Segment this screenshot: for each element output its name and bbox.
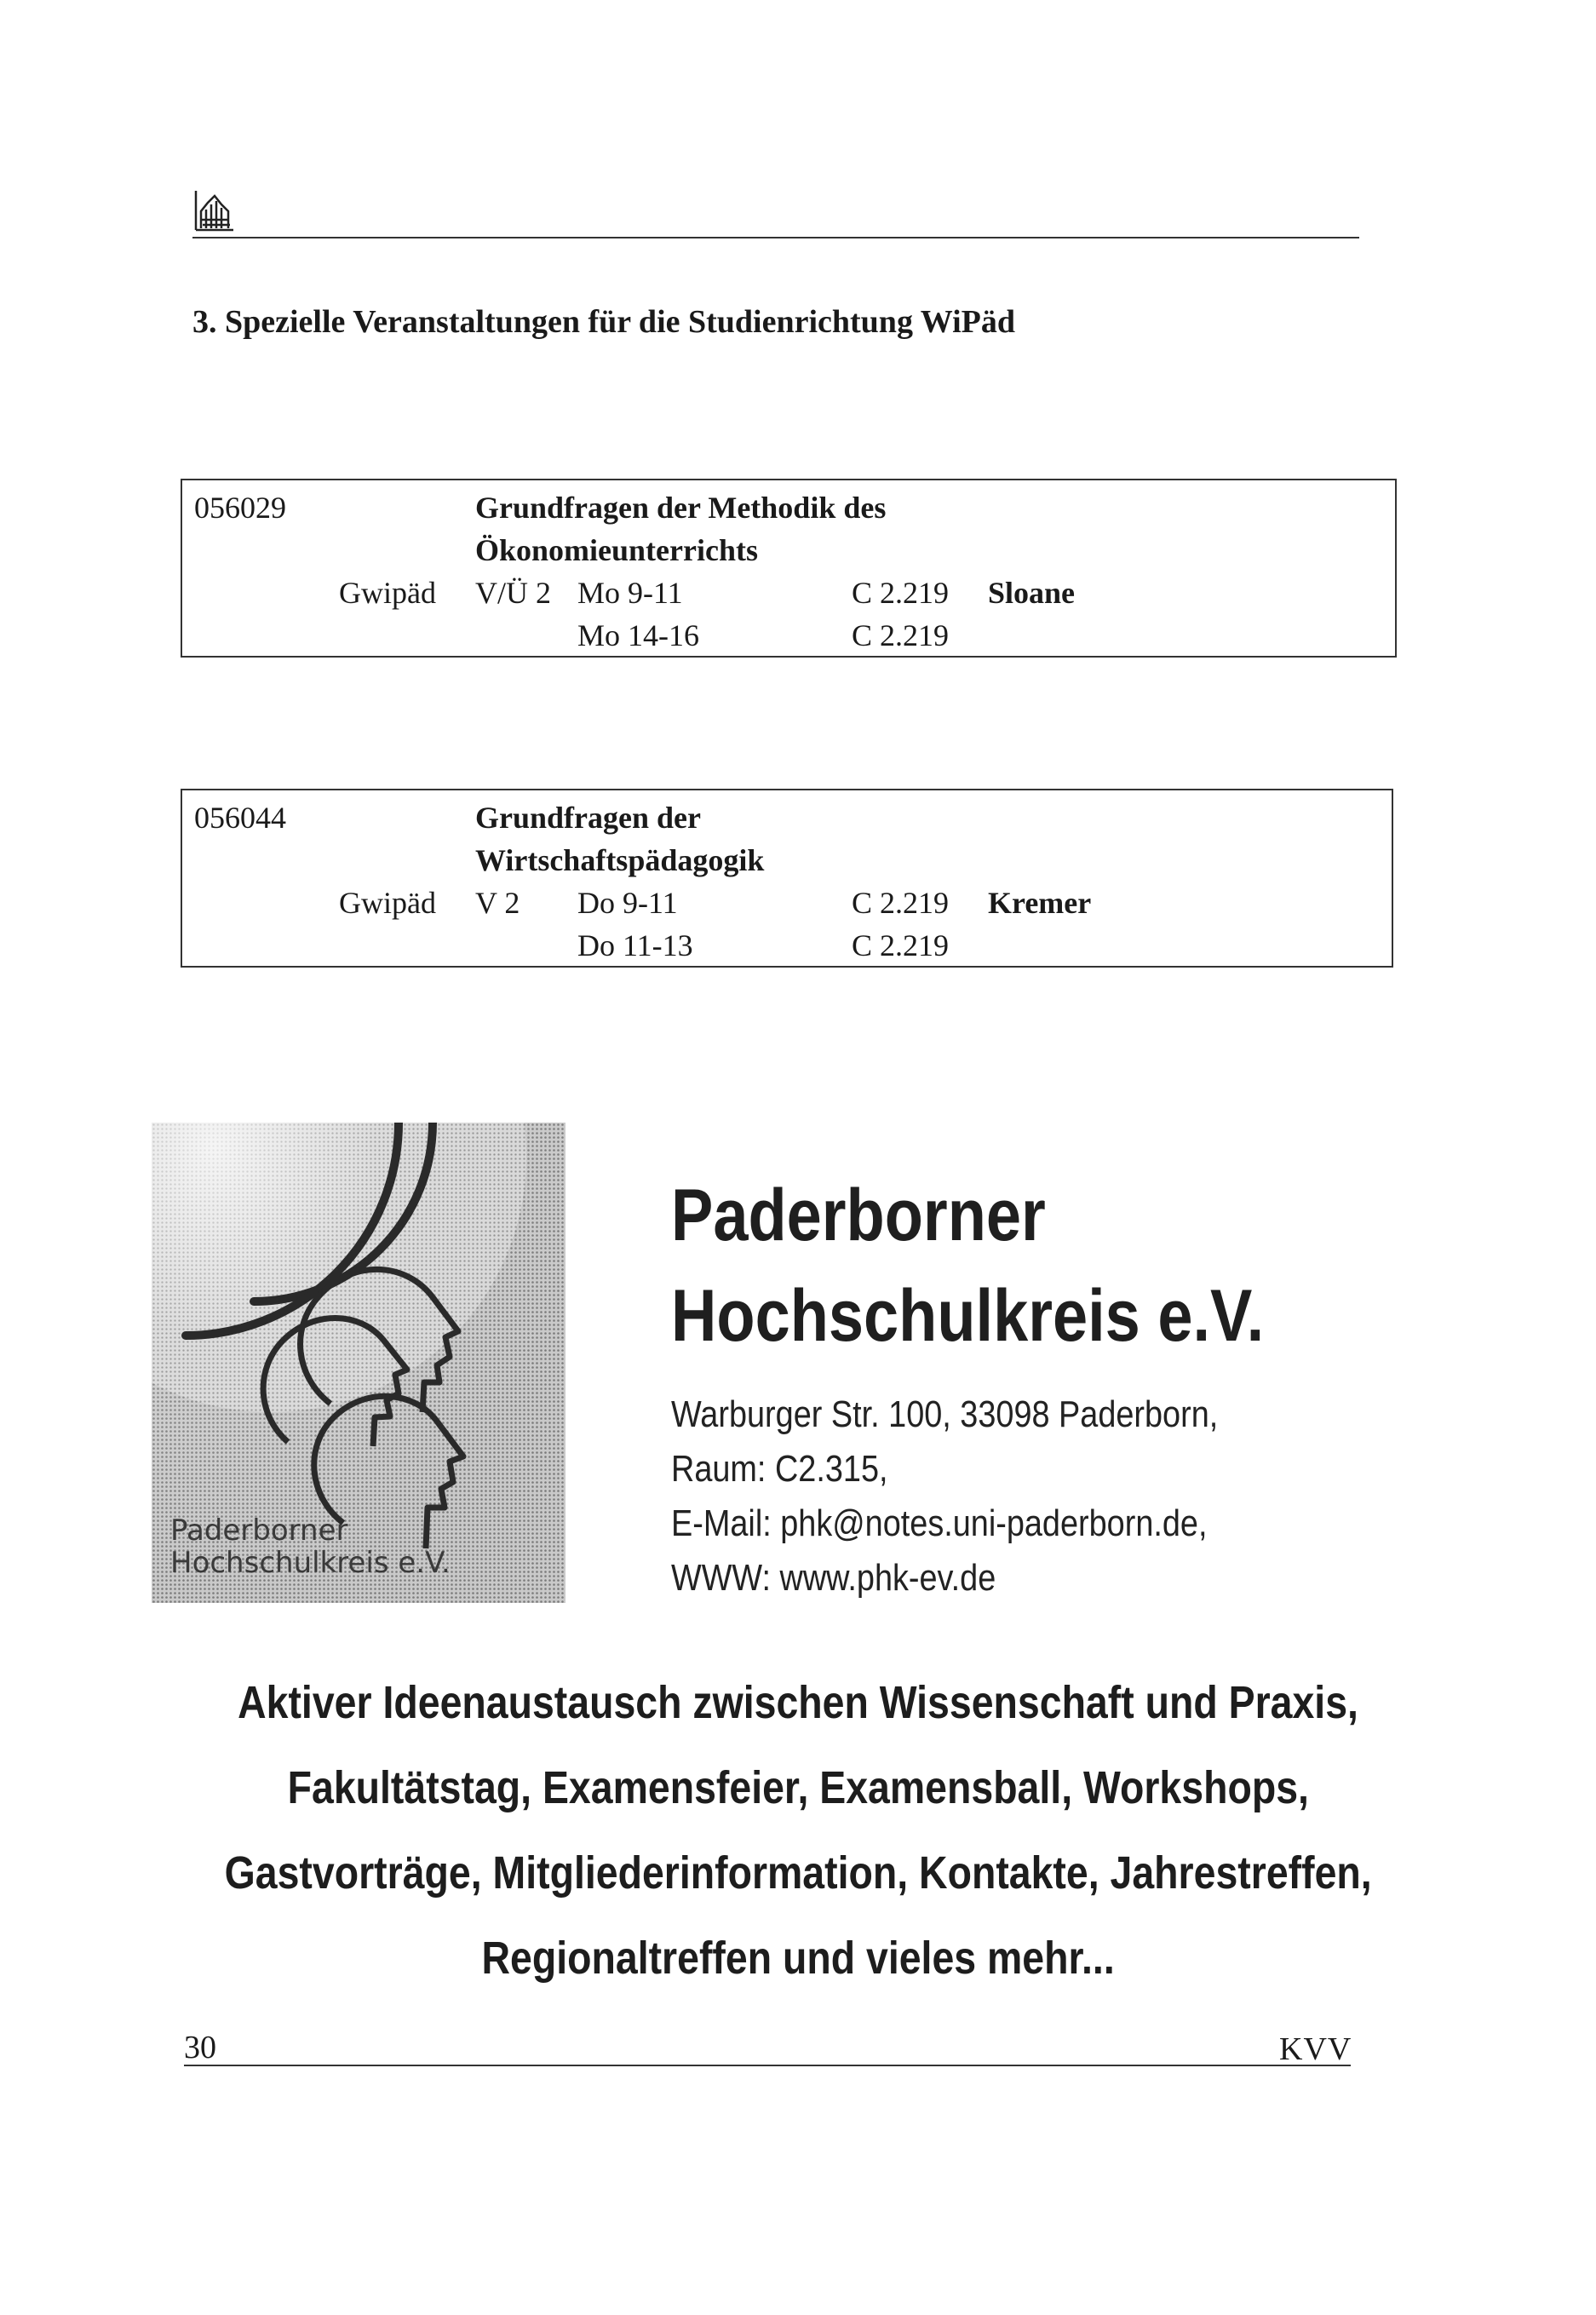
org-email-text: E-Mail: phk@notes.uni-paderborn.de, — [671, 1502, 1208, 1544]
phk-logo — [152, 1123, 565, 1603]
course-number: 056044 — [194, 801, 286, 835]
course-title: Grundfragen der — [475, 801, 701, 835]
course-time: Do 11-13 — [577, 928, 693, 962]
slogan-text: Gastvorträge, Mitgliederinformation, Kontakte, Jahrestreffen, — [224, 1847, 1372, 1899]
course-room: C 2.219 — [852, 928, 950, 962]
course-lecturer: Sloane — [988, 576, 1076, 610]
course-program: Gwipäd — [339, 886, 436, 920]
phk-logo-text: Hochschulkreis e.V. — [170, 1546, 451, 1580]
org-website — [671, 1557, 1048, 1600]
page-number: 30 — [184, 2030, 216, 2065]
slogan-line — [0, 1847, 1596, 1899]
course-time: Mo 14-16 — [577, 618, 699, 652]
org-room-text: Raum: C2.315, — [671, 1448, 888, 1490]
course-lecturer: Kremer — [988, 886, 1092, 920]
section-heading: 3. Spezielle Veranstaltungen für die Studienrichtung WiPäd — [192, 304, 1015, 340]
org-email — [671, 1502, 1295, 1545]
course-room: C 2.219 — [852, 618, 950, 652]
course-type: V/Ü 2 — [475, 576, 551, 610]
footer-rule — [184, 2065, 1351, 2066]
course-title: Ökonomieunterrichts — [475, 533, 758, 567]
course-box — [181, 479, 1397, 658]
org-website-text: WWW: www.phk-ev.de — [671, 1557, 996, 1599]
course-time: Do 9-11 — [577, 886, 678, 920]
slogan-text: Regionaltreffen und vieles mehr... — [481, 1933, 1115, 1984]
university-building-icon — [192, 186, 235, 233]
course-number: 056029 — [194, 491, 286, 525]
header-rule — [192, 237, 1359, 238]
phk-logo-text: Paderborner — [170, 1514, 348, 1548]
course-program: Gwipäd — [339, 576, 436, 610]
course-room: C 2.219 — [852, 886, 950, 920]
course-box — [181, 789, 1393, 968]
org-name-line: Hochschulkreis e.V. — [671, 1275, 1265, 1357]
org-name-line: Paderborner — [671, 1175, 1046, 1256]
course-title: Wirtschaftspädagogik — [475, 843, 765, 877]
org-room — [671, 1448, 923, 1491]
course-room: C 2.219 — [852, 576, 950, 610]
course-title: Grundfragen der Methodik des — [475, 491, 887, 525]
org-name — [671, 1274, 1360, 1359]
course-time: Mo 9-11 — [577, 576, 683, 610]
org-name — [671, 1174, 1106, 1258]
footer-label: KVV — [1279, 2031, 1352, 2067]
slogan-line — [0, 1932, 1596, 1985]
slogan-line — [0, 1676, 1596, 1729]
org-address-text: Warburger Str. 100, 33098 Paderborn, — [671, 1393, 1219, 1435]
course-type: V 2 — [475, 886, 520, 920]
org-address — [671, 1393, 1307, 1436]
slogan-text: Aktiver Ideenaustausch zwischen Wissenschaft und Praxis, — [238, 1677, 1358, 1728]
slogan-text: Fakultätstag, Examensfeier, Examensball, Workshops, — [287, 1762, 1309, 1813]
slogan-line — [0, 1761, 1596, 1814]
